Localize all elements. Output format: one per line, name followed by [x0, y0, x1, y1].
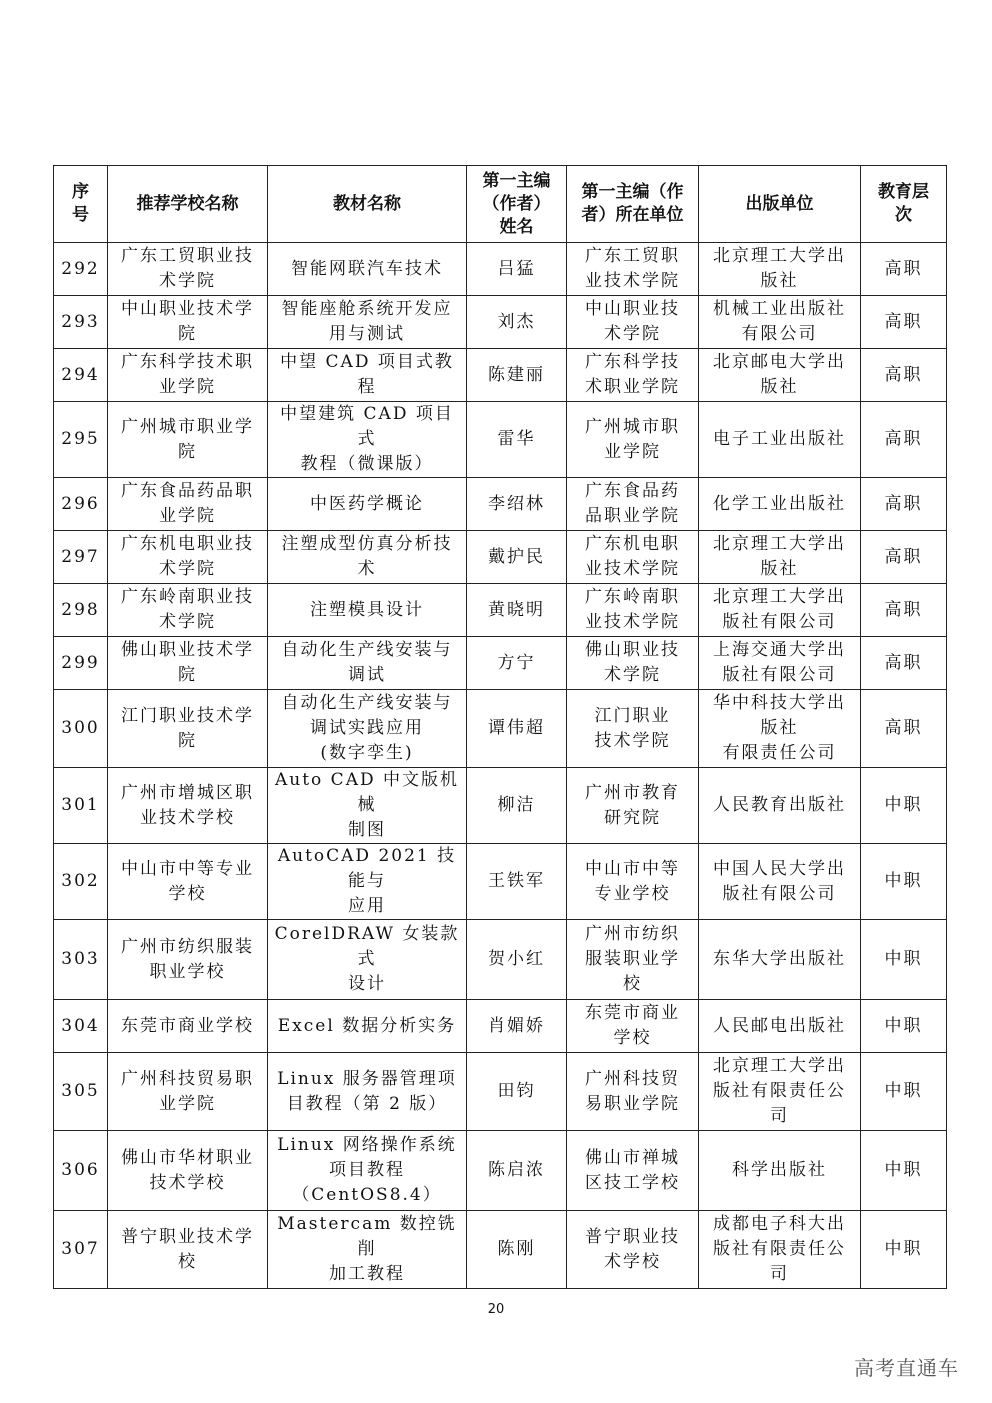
cell-textbook: Linux 服务器管理项 目教程（第 2 版） — [268, 1053, 467, 1131]
header-level: 教育层 次 — [861, 166, 947, 243]
cell-editor: 陈启浓 — [467, 1131, 567, 1211]
cell-level: 高职 — [861, 296, 947, 349]
cell-level: 中职 — [861, 920, 947, 1000]
cell-editor-unit: 广州市教育 研究院 — [567, 768, 699, 844]
cell-textbook: 自动化生产线安装与 调试实践应用 (数字孪生) — [268, 690, 467, 768]
cell-publisher: 北京理工大学出 版社有限公司 — [699, 584, 861, 637]
cell-textbook: Excel 数据分析实务 — [268, 1000, 467, 1053]
table-row — [54, 296, 947, 349]
header-school: 推荐学校名称 — [108, 166, 268, 243]
cell-editor-unit: 广东岭南职 业技术学院 — [567, 584, 699, 637]
cell-editor-unit: 广东科学技 术职业学院 — [567, 349, 699, 402]
cell-textbook: 智能网联汽车技术 — [268, 243, 467, 296]
cell-index: 298 — [54, 584, 108, 637]
cell-textbook: 中望建筑 CAD 项目式 教程（微课版） — [268, 402, 467, 478]
cell-editor: 李绍林 — [467, 478, 567, 531]
cell-publisher: 北京理工大学出 版社 — [699, 243, 861, 296]
cell-editor-unit: 东莞市商业 学校 — [567, 1000, 699, 1053]
header-index: 序 号 — [54, 166, 108, 243]
cell-editor: 陈刚 — [467, 1211, 567, 1289]
table-row — [54, 1053, 947, 1131]
cell-publisher: 人民教育出版社 — [699, 768, 861, 844]
table-row — [54, 1131, 947, 1211]
cell-index: 293 — [54, 296, 108, 349]
cell-publisher: 机械工业出版社 有限公司 — [699, 296, 861, 349]
cell-editor-unit: 广东机电职 业技术学院 — [567, 531, 699, 584]
cell-index: 297 — [54, 531, 108, 584]
cell-index: 301 — [54, 768, 108, 844]
cell-level: 高职 — [861, 637, 947, 690]
table-row — [54, 243, 947, 296]
table-row — [54, 920, 947, 1000]
table-row — [54, 402, 947, 478]
cell-publisher: 科学出版社 — [699, 1131, 861, 1211]
cell-level: 中职 — [861, 844, 947, 920]
cell-publisher: 中国人民大学出 版社有限公司 — [699, 844, 861, 920]
cell-school: 广东工贸职业技 术学院 — [108, 243, 268, 296]
cell-school: 中山市中等专业 学校 — [108, 844, 268, 920]
cell-school: 广东岭南职业技 术学院 — [108, 584, 268, 637]
cell-textbook: 注塑模具设计 — [268, 584, 467, 637]
table-row — [54, 478, 947, 531]
cell-editor: 肖媚娇 — [467, 1000, 567, 1053]
cell-school: 广州城市职业学 院 — [108, 402, 268, 478]
cell-school: 广州市增城区职 业技术学校 — [108, 768, 268, 844]
table-row — [54, 1211, 947, 1289]
cell-school: 江门职业技术学 院 — [108, 690, 268, 768]
table-row — [54, 637, 947, 690]
cell-textbook: 注塑成型仿真分析技 术 — [268, 531, 467, 584]
page-number: 20 — [487, 1302, 505, 1317]
watermark: 高考直通车 — [854, 1356, 959, 1380]
cell-textbook: AutoCAD 2021 技能与 应用 — [268, 844, 467, 920]
cell-level: 中职 — [861, 768, 947, 844]
cell-level: 高职 — [861, 584, 947, 637]
cell-textbook: 自动化生产线安装与 调试 — [268, 637, 467, 690]
cell-publisher: 化学工业出版社 — [699, 478, 861, 531]
cell-school: 普宁职业技术学 校 — [108, 1211, 268, 1289]
cell-editor-unit: 广州科技贸 易职业学院 — [567, 1053, 699, 1131]
cell-textbook: Linux 网络操作系统 项目教程 （CentOS8.4） — [268, 1131, 467, 1211]
cell-index: 305 — [54, 1053, 108, 1131]
cell-editor: 方宁 — [467, 637, 567, 690]
cell-editor: 王铁军 — [467, 844, 567, 920]
cell-editor: 田钧 — [467, 1053, 567, 1131]
cell-level: 中职 — [861, 1000, 947, 1053]
cell-editor-unit: 广州市纺织 服装职业学 校 — [567, 920, 699, 1000]
cell-editor: 贺小红 — [467, 920, 567, 1000]
cell-school: 佛山市华材职业 技术学校 — [108, 1131, 268, 1211]
cell-level: 高职 — [861, 349, 947, 402]
cell-index: 296 — [54, 478, 108, 531]
header-editor: 第一主编 （作者） 姓名 — [467, 166, 567, 243]
cell-editor-unit: 江门职业 技术学院 — [567, 690, 699, 768]
cell-editor: 柳洁 — [467, 768, 567, 844]
cell-editor: 黄晓明 — [467, 584, 567, 637]
header-textbook: 教材名称 — [268, 166, 467, 243]
cell-editor: 雷华 — [467, 402, 567, 478]
table-row — [54, 690, 947, 768]
cell-index: 299 — [54, 637, 108, 690]
cell-index: 304 — [54, 1000, 108, 1053]
cell-editor: 陈建丽 — [467, 349, 567, 402]
table-row — [54, 531, 947, 584]
cell-editor: 刘杰 — [467, 296, 567, 349]
cell-index: 302 — [54, 844, 108, 920]
cell-index: 303 — [54, 920, 108, 1000]
cell-publisher: 东华大学出版社 — [699, 920, 861, 1000]
cell-school: 广东机电职业技 术学院 — [108, 531, 268, 584]
table-row — [54, 584, 947, 637]
cell-index: 307 — [54, 1211, 108, 1289]
cell-level: 高职 — [861, 402, 947, 478]
cell-index: 300 — [54, 690, 108, 768]
cell-editor-unit: 佛山市禅城 区技工学校 — [567, 1131, 699, 1211]
cell-publisher: 成都电子科大出 版社有限责任公 司 — [699, 1211, 861, 1289]
cell-school: 广东科学技术职 业学院 — [108, 349, 268, 402]
cell-textbook: 中医药学概论 — [268, 478, 467, 531]
cell-textbook: Auto CAD 中文版机械 制图 — [268, 768, 467, 844]
cell-textbook: Mastercam 数控铣削 加工教程 — [268, 1211, 467, 1289]
cell-level: 中职 — [861, 1211, 947, 1289]
table-row — [54, 349, 947, 402]
cell-publisher: 北京邮电大学出 版社 — [699, 349, 861, 402]
cell-school: 佛山职业技术学 院 — [108, 637, 268, 690]
cell-level: 高职 — [861, 690, 947, 768]
header-editor-unit: 第一主编（作 者）所在单位 — [567, 166, 699, 243]
cell-school: 广州科技贸易职 业学院 — [108, 1053, 268, 1131]
cell-textbook: 中望 CAD 项目式教程 — [268, 349, 467, 402]
table-row — [54, 768, 947, 844]
cell-index: 294 — [54, 349, 108, 402]
cell-textbook: CorelDRAW 女装款式 设计 — [268, 920, 467, 1000]
cell-level: 高职 — [861, 478, 947, 531]
cell-school: 中山职业技术学 院 — [108, 296, 268, 349]
table-row — [54, 844, 947, 920]
cell-textbook: 智能座舱系统开发应 用与测试 — [268, 296, 467, 349]
cell-editor-unit: 佛山职业技 术学院 — [567, 637, 699, 690]
cell-editor-unit: 广东食品药 品职业学院 — [567, 478, 699, 531]
cell-level: 高职 — [861, 531, 947, 584]
cell-editor-unit: 广州城市职 业学院 — [567, 402, 699, 478]
cell-publisher: 电子工业出版社 — [699, 402, 861, 478]
table-row — [54, 1000, 947, 1053]
cell-editor: 吕猛 — [467, 243, 567, 296]
header-publisher: 出版单位 — [699, 166, 861, 243]
cell-editor-unit: 普宁职业技 术学校 — [567, 1211, 699, 1289]
cell-school: 广东食品药品职 业学院 — [108, 478, 268, 531]
cell-publisher: 上海交通大学出 版社有限公司 — [699, 637, 861, 690]
cell-publisher: 华中科技大学出 版社 有限责任公司 — [699, 690, 861, 768]
cell-editor-unit: 中山职业技 术学院 — [567, 296, 699, 349]
cell-level: 高职 — [861, 243, 947, 296]
cell-publisher: 北京理工大学出 版社有限责任公 司 — [699, 1053, 861, 1131]
cell-level: 中职 — [861, 1053, 947, 1131]
cell-index: 295 — [54, 402, 108, 478]
cell-publisher: 人民邮电出版社 — [699, 1000, 861, 1053]
cell-publisher: 北京理工大学出 版社 — [699, 531, 861, 584]
cell-school: 东莞市商业学校 — [108, 1000, 268, 1053]
textbook-table — [53, 165, 947, 1289]
cell-editor: 谭伟超 — [467, 690, 567, 768]
cell-index: 306 — [54, 1131, 108, 1211]
table-header-row — [54, 166, 947, 243]
cell-index: 292 — [54, 243, 108, 296]
cell-editor: 戴护民 — [467, 531, 567, 584]
cell-editor-unit: 广东工贸职 业技术学院 — [567, 243, 699, 296]
cell-level: 中职 — [861, 1131, 947, 1211]
cell-editor-unit: 中山市中等 专业学校 — [567, 844, 699, 920]
cell-school: 广州市纺织服装 职业学校 — [108, 920, 268, 1000]
